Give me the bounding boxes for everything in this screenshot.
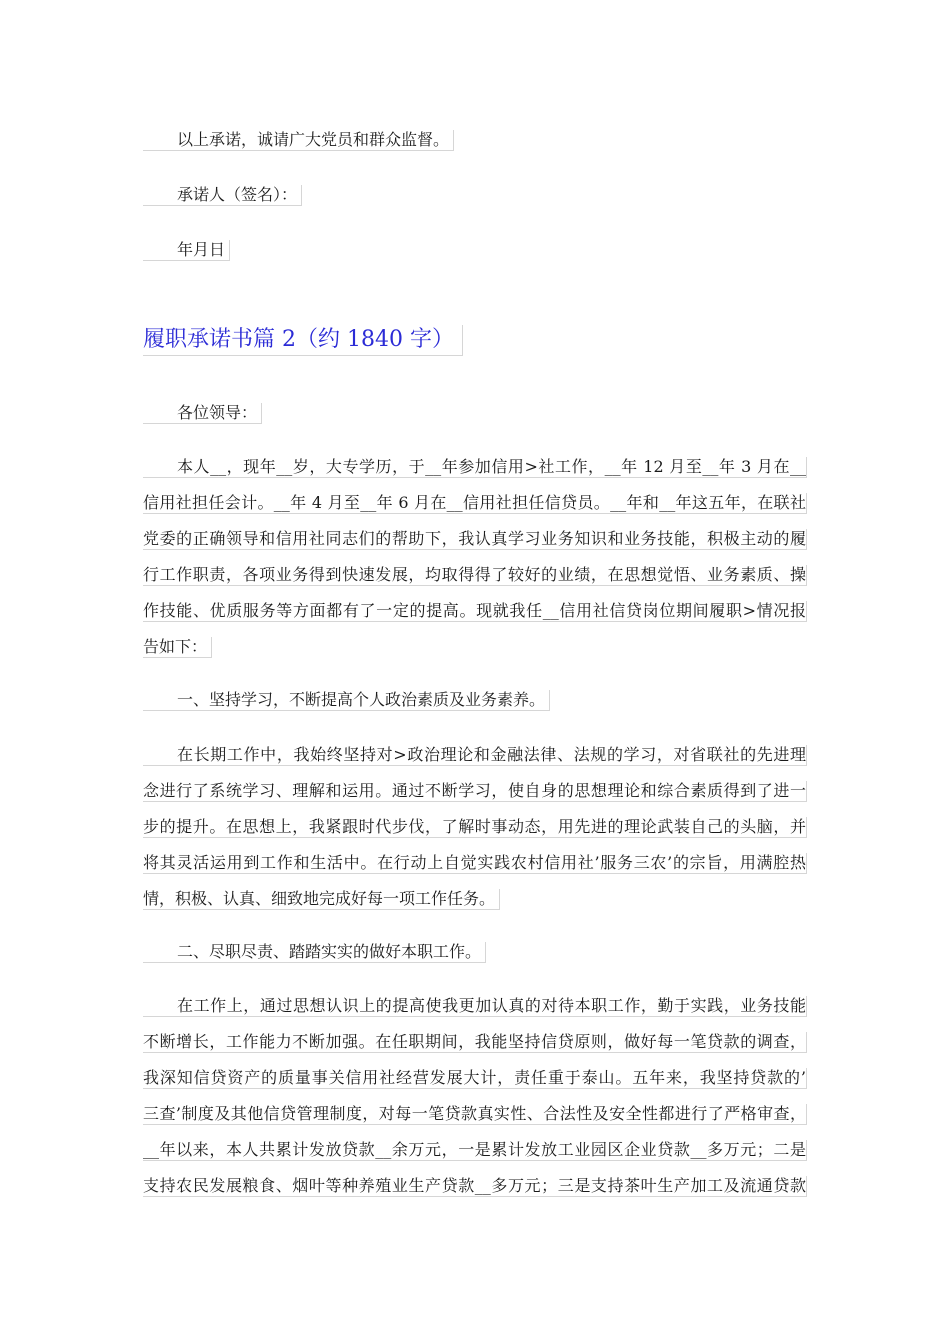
para2-line: 步的提升。在思想上，我紧跟时代步伐，了解时事动态，用先进的理论武装自己的头脑，并 bbox=[143, 817, 806, 836]
para1-line: 本人__，现年__岁，大专学历，于__年参加信用>社工作，__年 12 月至__年 3 月在__ bbox=[143, 457, 807, 478]
para2-line: 念进行了系统学习、理解和运用。通过不断学习，使自身的思想理论和综合素质得到了进一 bbox=[143, 781, 806, 800]
closing-line-signature: 承诺人（签名）： bbox=[143, 185, 302, 206]
heading-study: 一、坚持学习，不断提高个人政治素质及业务素养。 bbox=[143, 690, 550, 711]
para3-line: 不断增长，工作能力不断加强。在任职期间，我能坚持信贷原则，做好每一笔贷款的调查， bbox=[143, 1032, 806, 1051]
para2-line: 将其灵活运用到工作和生活中。在行动上自觉实践农村信用社’服务三农’的宗旨，用满腔热 bbox=[143, 853, 806, 872]
salutation: 各位领导： bbox=[143, 403, 262, 424]
para1-line: 信用社担任会计。__年 4 月至__年 6 月在__信用社担任信贷员。__年和__年这五年，在联社 bbox=[143, 493, 806, 512]
closing-line-commitment: 以上承诺，诚请广大党员和群众监督。 bbox=[143, 130, 454, 151]
para3-line: 在工作上，通过思想认识上的提高使我更加认真的对待本职工作，勤于实践，业务技能 bbox=[143, 996, 807, 1017]
para1-line: 党委的正确领导和信用社同志们的帮助下，我认真学习业务知识和业务技能，积极主动的履 bbox=[143, 529, 806, 548]
heading-duties: 二、尽职尽责、踏踏实实的做好本职工作。 bbox=[143, 942, 486, 963]
para1-line: 作技能、优质服务等方面都有了一定的提高。现就我任__信用社信贷岗位期间履职>情况报 bbox=[143, 601, 806, 620]
para3-line: 三查’制度及其他信贷管理制度，对每一笔贷款真实性、合法性及安全性都进行了严格审查， bbox=[143, 1104, 806, 1123]
closing-line-date: 年月日 bbox=[143, 240, 230, 261]
para1-line: 告如下： bbox=[143, 637, 212, 658]
para1-line: 行工作职责，各项业务得到快速发展，均取得得了较好的业绩，在思想觉悟、业务素质、操 bbox=[143, 565, 806, 584]
para2-line: 在长期工作中，我始终坚持对>政治理论和金融法律、法规的学习，对省联社的先进理 bbox=[143, 745, 807, 766]
para2-line: 情，积极、认真、细致地完成好每一项工作任务。 bbox=[143, 889, 500, 910]
para3-line: 支持农民发展粮食、烟叶等种养殖业生产贷款__多万元；三是支持茶叶生产加工及流通贷款 bbox=[143, 1176, 806, 1195]
para3-line: __年以来，本人共累计发放贷款__余万元，一是累计发放工业园区企业贷款__多万元；二是 bbox=[143, 1140, 806, 1159]
para3-line: 我深知信贷资产的质量事关信用社经营发展大计，责任重于泰山。五年来，我坚持贷款的’ bbox=[143, 1068, 806, 1087]
section-title: 履职承诺书篇 2（约 1840 字） bbox=[143, 325, 463, 356]
